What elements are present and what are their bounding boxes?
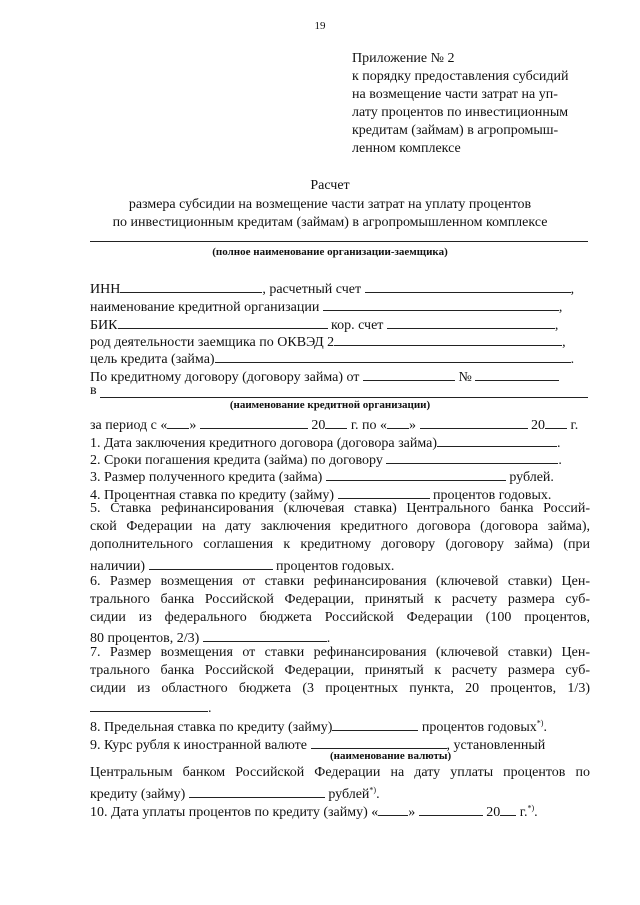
inn-label: ИНН (90, 282, 121, 297)
period-year-prefix: 20 (311, 418, 326, 433)
item-8-field[interactable] (332, 716, 418, 731)
corr-account-label: кор. счет (331, 318, 384, 333)
appendix-line: ленном комплексе (352, 141, 461, 156)
item-8-unit: процентов годовых (421, 720, 537, 735)
item-1-label: 1. Дата заключения кредитного договора (договора займа) (90, 436, 438, 451)
item-10: 10. Дата уплаты процентов по кредиту (займу) « » 20 г.*). (90, 801, 590, 821)
credit-org-name-line[interactable] (100, 397, 588, 398)
item-10-year-prefix: 20 (486, 805, 501, 820)
item-9-line-2: Центральным банком Российской Федерации на дату уплаты процентов по (90, 765, 590, 780)
item-4-label: 4. Процентная ставка по кредиту (займу) (90, 488, 334, 503)
contract-date-field[interactable] (363, 366, 455, 381)
item-9-line-3: кредиту (займу) рублей*). (90, 783, 590, 803)
item-6-line-2: трального банка Российской Федерации, принятый к расчету размера суб- (90, 592, 590, 607)
item-9-label: 9. Курс рубля к иностранной валюте (90, 738, 308, 753)
bik-row: БИК кор. счет , (90, 314, 590, 334)
account-field[interactable] (365, 278, 571, 293)
org-name-caption: (полное наименование организации-заемщика) (212, 246, 448, 258)
appendix-line: лату процентов по инвестиционным (352, 105, 569, 120)
appendix-block (352, 50, 602, 158)
period-to-year-field[interactable] (545, 414, 567, 429)
item-5-label: наличии) (90, 559, 145, 574)
appendix-line: Приложение № 2 (352, 51, 455, 66)
purpose-row: цель кредита (займа) . (90, 348, 590, 368)
appendix-line: кредитам (займам) в агропромыш- (352, 123, 559, 138)
account-label: , расчетный счет (262, 282, 362, 297)
item-8-label: 8. Предельная ставка по кредиту (займу) (90, 720, 333, 735)
item-2-field[interactable] (386, 449, 558, 464)
item-3 (90, 466, 590, 486)
okved-row: род деятельности заемщика по ОКВЭД 2 , (90, 331, 590, 351)
item-3-label: 3. Размер полученного кредита (займа) (90, 470, 323, 485)
item-4-field[interactable] (338, 484, 430, 499)
subtitle-line-1: размера субсидии на возмещение части затрат на уплату процентов (128, 197, 532, 212)
page-number: 19 (314, 20, 326, 32)
item-7-field[interactable] (90, 697, 208, 712)
credit-org-caption: (наименование кредитной организации) (229, 399, 431, 411)
footnote-mark: *) (536, 718, 544, 728)
item-9-rate-field[interactable] (189, 783, 325, 798)
period-quote: » (409, 418, 417, 433)
inn-row: ИНН , расчетный счет , (90, 278, 590, 298)
item-5-line-3: дополнительного соглашения к кредитному договору (договору займа) (при (90, 537, 590, 552)
period-from-day-field[interactable] (167, 414, 189, 429)
item-8: 8. Предельная ставка по кредиту (займу) процентов годовых*). (90, 716, 590, 736)
item-6-line-4: 80 процентов, 2/3) . (90, 627, 590, 647)
item-9-rate-unit: рублей (328, 787, 370, 802)
appendix-line: к порядку предоставления субсидий (352, 69, 569, 84)
document-title: Расчет (310, 178, 350, 193)
item-10-quote: » (408, 805, 416, 820)
item-3-unit: рублей. (509, 470, 554, 485)
item-2: 2. Сроки погашения кредита (займа) по договору . (90, 449, 590, 469)
number-sign: № (458, 370, 472, 385)
org-name-line[interactable] (90, 241, 588, 242)
period-from-label: за период с « (90, 418, 168, 433)
item-6-label: 80 процентов, 2/3) (90, 631, 200, 646)
item-7-line-3: сидии из областного бюджета (3 процентных пункта, 20 процентов, 1/3) (90, 681, 590, 696)
item-7-line-4: . (90, 697, 590, 717)
item-7-line-2: трального банка Российской Федерации, принятый к расчету размера суб- (90, 663, 590, 678)
item-1: 1. Дата заключения кредитного договора (договора займа) . (90, 432, 590, 452)
item-5-unit: процентов годовых. (276, 559, 395, 574)
item-9-unit: , установленный (446, 738, 546, 753)
purpose-label: цель кредита (займа) (90, 352, 215, 367)
subtitle-line-2: по инвестиционным кредитам (займам) в агропромышленном комплексе (112, 215, 548, 230)
item-9-rate-label: кредиту (займу) (90, 787, 186, 802)
item-5-line-4 (90, 555, 590, 575)
okved-label: род деятельности заемщика по ОКВЭД 2 (90, 335, 335, 350)
credit-org-field[interactable] (323, 296, 559, 311)
period-from-year-field[interactable] (325, 414, 347, 429)
credit-org-row: наименование кредитной организации , (90, 296, 590, 316)
contract-label: По кредитному договору (договору займа) от (90, 370, 360, 385)
document-subtitle (60, 196, 600, 232)
contract-number-field[interactable] (475, 366, 559, 381)
period-year-prefix: 20 (531, 418, 546, 433)
item-4-unit: процентов годовых. (433, 488, 552, 503)
period-to-day-field[interactable] (387, 414, 409, 429)
item-6-line-1: 6. Размер возмещения от ставки рефинансирования (ключевой ставки) Цен- (90, 574, 590, 589)
item-9-currency-field[interactable] (311, 734, 447, 749)
in-label: в (90, 383, 97, 398)
item-10-year-suffix: г. (519, 805, 528, 820)
item-10-year-field[interactable] (500, 801, 516, 816)
okved-field[interactable] (334, 331, 562, 346)
bik-field[interactable] (118, 314, 328, 329)
appendix-line: на возмещение части затрат на уп- (352, 87, 558, 102)
purpose-field[interactable] (215, 348, 571, 363)
item-6-field[interactable] (203, 627, 327, 642)
period-to-label: г. по « (350, 418, 388, 433)
period-from-month-field[interactable] (200, 414, 308, 429)
item-10-month-field[interactable] (419, 801, 483, 816)
footnote-mark: *) (527, 803, 535, 813)
inn-field[interactable] (120, 278, 262, 293)
currency-caption: (наименование валюты) (330, 750, 452, 762)
item-6-line-3: сидии из федерального бюджета Российской Федерации (100 процентов, (90, 610, 590, 625)
item-5-field[interactable] (149, 555, 273, 570)
bik-label: БИК (90, 318, 118, 333)
item-10-label: 10. Дата уплаты процентов по кредиту (займу) « (90, 805, 379, 820)
period-row (90, 414, 590, 434)
item-1-field[interactable] (437, 432, 557, 447)
credit-org-label: наименование кредитной организации (90, 300, 320, 315)
period-to-month-field[interactable] (420, 414, 528, 429)
item-10-day-field[interactable] (378, 801, 408, 816)
period-year-suffix: г. (570, 418, 579, 433)
item-5-line-2: ской Федерации на дату заключения кредитного договора (договора займа), (90, 519, 590, 534)
item-2-label: 2. Сроки погашения кредита (займа) по договору (90, 453, 383, 468)
item-3-field[interactable] (326, 466, 506, 481)
item-7-line-1: 7. Размер возмещения от ставки рефинансирования (ключевой ставки) Цен- (90, 645, 590, 660)
corr-account-field[interactable] (387, 314, 555, 329)
item-5-line-1: 5. Ставка рефинансирования (ключевая ставка) Центрального банка Россий- (90, 501, 590, 516)
period-quote: » (189, 418, 197, 433)
footnote-mark: *) (369, 785, 377, 795)
